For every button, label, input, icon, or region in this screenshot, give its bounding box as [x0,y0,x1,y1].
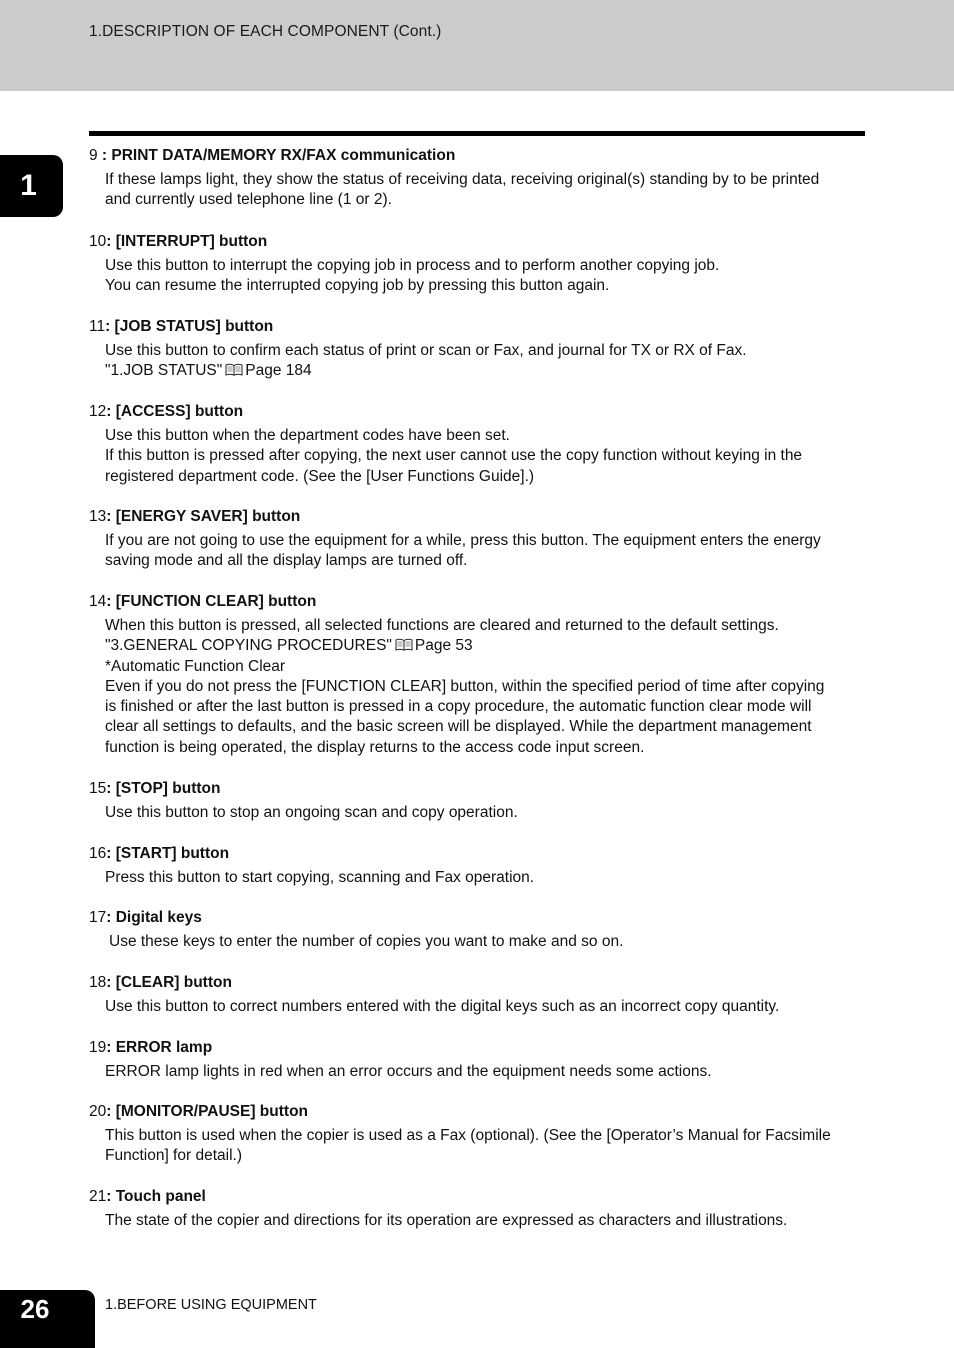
item-title: : [INTERRUPT] button [106,233,268,250]
list-item [89,779,865,823]
list-item [89,402,865,487]
description-line: This button is used when the copier is used as a Fax (optional). (See the [Operator’s Manual for Facsimile [105,1127,831,1144]
item-title: : PRINT DATA/MEMORY RX/FAX communication [97,147,456,164]
list-item [89,146,865,211]
item-description [89,932,865,952]
description-line: registered department code. (See the [User Functions Guide].) [105,467,535,485]
list-item [89,1038,865,1082]
description-line: When this button is pressed, all selected functions are cleared and returned to the default settings. [105,617,779,634]
description-line: saving mode and all the display lamps are turned off. [105,552,468,570]
item-heading [89,317,865,337]
footer-section-title: 1.BEFORE USING EQUIPMENT [105,1297,317,1313]
item-number: 18 [89,974,107,991]
description-line: The state of the copier and directions for its operation are expressed as characters and illustrations. [105,1212,788,1229]
item-heading [89,1038,865,1058]
item-description [89,997,865,1017]
item-number: 12 [89,403,107,420]
description-line: If these lamps light, they show the status of receiving data, receiving original(s) standing by to be printed [105,171,820,188]
description-line: Function] for detail.) [105,1147,242,1165]
description-line: Use this button to correct numbers entered with the digital keys such as an incorrect copy quantity. [105,998,780,1015]
item-heading [89,844,865,864]
item-heading [89,402,865,422]
item-description [89,803,865,823]
item-number: 20 [89,1103,107,1120]
item-number: 14 [89,593,107,610]
item-title: : [STOP] button [106,780,221,797]
section-divider [89,131,865,136]
description-line: Use this button to interrupt the copying job in process and to perform another copying job. [105,257,720,274]
item-description [89,1211,865,1231]
list-item [89,317,865,382]
header-band [0,0,954,91]
reference-title: "3.GENERAL COPYING PROCEDURES" [105,637,392,655]
item-description [89,1126,865,1167]
item-heading [89,973,865,993]
description-line: *Automatic Function Clear [105,657,286,675]
description-line: function is being operated, the display returns to the access code input screen. [105,738,645,756]
list-item [89,232,865,297]
item-description [89,426,865,487]
page-header-title: 1.DESCRIPTION OF EACH COMPONENT (Cont.) [89,23,442,40]
item-title: : [START] button [106,845,230,862]
item-description [89,256,865,297]
item-title: : [ACCESS] button [106,403,244,420]
book-icon [225,363,243,376]
item-description [89,1062,865,1082]
description-line: Use this button to confirm each status of print or scan or Fax, and journal for TX or RX of Fax. [105,342,747,359]
list-item [89,973,865,1017]
reference-title: "1.JOB STATUS" [105,362,223,380]
book-icon [395,638,413,651]
item-number: 11 [89,318,106,335]
page-reference[interactable] [105,636,865,656]
description-line: clear all settings to defaults, and the basic screen will be displayed. While the department management [105,718,812,736]
list-item [89,1187,865,1231]
list-item [89,844,865,888]
item-description [89,616,865,758]
item-number: 10 [89,233,107,250]
list-item [89,592,865,758]
description-line: If this button is pressed after copying, the next user cannot use the copy function without keying in the [105,447,803,465]
chapter-tab: 1 [0,155,63,217]
description-line: Press this button to start copying, scanning and Fax operation. [105,869,535,886]
page-reference[interactable] [105,361,865,381]
item-title: : [JOB STATUS] button [105,318,274,335]
item-title: : [FUNCTION CLEAR] button [106,593,317,610]
description-line: and currently used telephone line (1 or 2). [105,191,392,209]
item-heading [89,146,865,166]
item-title: : [ENERGY SAVER] button [106,508,301,525]
item-heading [89,779,865,799]
item-title: : [MONITOR/PAUSE] button [106,1103,309,1120]
item-number: 9 [89,147,98,164]
item-title: : ERROR lamp [106,1039,213,1056]
item-number: 13 [89,508,107,525]
item-title: : [CLEAR] button [106,974,232,991]
description-line: Use this button when the department codes have been set. [105,427,510,444]
description-line: Even if you do not press the [FUNCTION CLEAR] button, within the specified period of time after copying [105,677,825,695]
list-item [89,1102,865,1167]
description-line: If you are not going to use the equipment for a while, press this button. The equipment enters the energy [105,532,821,549]
item-number: 15 [89,780,107,797]
item-number: 16 [89,845,107,862]
description-line: ERROR lamp lights in red when an error occurs and the equipment needs some actions. [105,1063,712,1080]
description-line: Use this button to stop an ongoing scan and copy operation. [105,804,518,821]
item-heading [89,232,865,252]
reference-page: Page 184 [245,362,312,380]
item-heading [89,507,865,527]
item-number: 21 [89,1188,107,1205]
item-number: 19 [89,1039,107,1056]
item-heading [89,908,865,928]
item-description [89,868,865,888]
reference-page: Page 53 [414,637,473,655]
item-description [89,341,865,382]
list-item [89,908,865,952]
item-heading [89,1102,865,1122]
item-number: 17 [89,909,107,926]
item-title: : Touch panel [106,1188,206,1205]
item-heading [89,592,865,612]
item-title: : Digital keys [106,909,202,926]
item-heading [89,1187,865,1207]
list-item [89,507,865,572]
description-line: Use these keys to enter the number of copies you want to make and so on. [109,933,624,950]
item-description [89,170,865,211]
item-description [89,531,865,572]
page-number: 26 [20,1293,50,1324]
description-line: is finished or after the last button is pressed in a copy procedure, the automatic function clear mode will [105,698,812,716]
description-line: You can resume the interrupted copying job by pressing this button again. [105,277,610,295]
